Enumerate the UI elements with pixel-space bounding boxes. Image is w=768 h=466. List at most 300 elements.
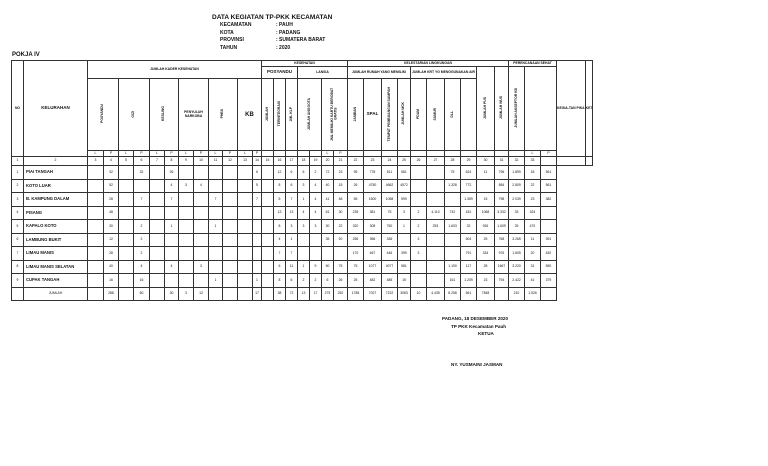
- col-dll: DLL: [445, 79, 461, 151]
- table-cell: 3: [411, 247, 427, 261]
- row-kelurahan: JUMLAH: [24, 287, 88, 301]
- table-cell: [262, 260, 274, 274]
- table-cell: 798: [495, 193, 509, 207]
- table-cell: 6: [322, 274, 334, 288]
- table-cell: [427, 179, 445, 193]
- table-cell: 61: [322, 206, 334, 220]
- table-cell: 742: [445, 206, 461, 220]
- table-cell: 8: [274, 220, 286, 234]
- row-kelurahan: LIMAU MANIS: [24, 247, 88, 261]
- table-cell: 117: [461, 260, 477, 274]
- col-jml-akseptor: JUMLAH AKSEPTOR KB: [509, 67, 525, 151]
- col-jml-wus: JUMLAH WUS: [495, 67, 509, 151]
- gender-cell: P: [165, 151, 179, 157]
- table-cell: 772: [461, 179, 477, 193]
- table-cell: 561: [541, 166, 557, 180]
- table-cell: 4: [298, 206, 310, 220]
- table-cell: 379: [541, 274, 557, 288]
- table-cell: 26: [348, 179, 364, 193]
- table-cell: 40: [322, 179, 334, 193]
- index-cell: 26: [411, 157, 427, 166]
- table-cell: 324: [525, 206, 541, 220]
- table-cell: [262, 193, 274, 207]
- table-cell: [238, 193, 253, 207]
- table-cell: 584: [495, 179, 509, 193]
- index-cell: 5: [119, 157, 134, 166]
- index-cell: 15: [262, 157, 274, 166]
- gender-cell: L: [150, 151, 165, 157]
- table-cell: [119, 193, 134, 207]
- table-cell: 3.332: [495, 206, 509, 220]
- table-cell: 2: [310, 274, 322, 288]
- table-cell: 382: [541, 193, 557, 207]
- table-cell: [262, 247, 274, 261]
- table-cell: [427, 166, 445, 180]
- table-cell: 17: [253, 287, 262, 301]
- table-cell: 336: [382, 233, 398, 247]
- table-row: [12, 260, 593, 274]
- gender-cell: P: [223, 151, 238, 157]
- index-cell: 27: [427, 157, 445, 166]
- gender-cell: P: [541, 151, 557, 157]
- table-cell: 28: [477, 260, 495, 274]
- col-no: NO: [12, 61, 24, 157]
- table-cell: [194, 193, 209, 207]
- table-cell: 28: [104, 247, 119, 261]
- table-cell: 976: [495, 247, 509, 261]
- table-cell: [411, 179, 427, 193]
- row-no: 3: [12, 193, 24, 207]
- table-cell: [119, 220, 134, 234]
- row-kelurahan: KOTO LUAR: [24, 179, 88, 193]
- table-cell: 1: [398, 220, 411, 234]
- index-cell: 33: [525, 157, 541, 166]
- table-cell: 2.422: [509, 274, 525, 288]
- table-cell: 4662: [382, 179, 398, 193]
- table-cell: [88, 260, 104, 274]
- table-cell: [179, 193, 194, 207]
- table-cell: 381: [364, 206, 382, 220]
- table-cell: 1667: [495, 260, 509, 274]
- row-no: [12, 287, 24, 301]
- table-cell: [253, 247, 262, 261]
- table-cell: 1077: [364, 260, 382, 274]
- table-cell: 4.435: [427, 287, 445, 301]
- table-cell: [88, 220, 104, 234]
- table-cell: 6: [253, 166, 262, 180]
- table-cell: [88, 274, 104, 288]
- table-cell: 28: [104, 193, 119, 207]
- table-cell: 452: [541, 247, 557, 261]
- table-cell: 210: [509, 287, 525, 301]
- header-meta: [220, 22, 325, 52]
- meta-value: : 2020: [276, 44, 291, 51]
- index-cell: 14: [253, 157, 262, 166]
- table-cell: 1068: [477, 206, 495, 220]
- table-cell: [541, 287, 557, 301]
- table-cell: [445, 193, 461, 207]
- table-cell: [223, 179, 238, 193]
- row-kelurahan: LIMAU MANIS SELATAN: [24, 260, 88, 274]
- table-cell: [179, 166, 194, 180]
- table-cell: 8.258: [445, 287, 461, 301]
- index-cell: 20: [322, 157, 334, 166]
- gender-cell: L: [119, 151, 134, 157]
- gender-cell: P: [194, 151, 209, 157]
- table-cell: [119, 233, 134, 247]
- gender-cell: L: [179, 151, 194, 157]
- table-cell: 1: [165, 220, 179, 234]
- table-cell: [119, 206, 134, 220]
- table-cell: [238, 206, 253, 220]
- table-cell: [541, 220, 557, 234]
- table-cell: 55: [348, 193, 364, 207]
- table-cell: 8: [274, 274, 286, 288]
- index-cell: 10: [194, 157, 209, 166]
- table-cell: [165, 274, 179, 288]
- table-cell: [262, 220, 274, 234]
- col-kegiatan-pika: KEGIA-TAN PIKA: [557, 61, 586, 157]
- table-cell: 2: [134, 233, 150, 247]
- table-cell: [119, 247, 134, 261]
- table-cell: [119, 166, 134, 180]
- table-cell: 6: [286, 274, 298, 288]
- table-cell: 75: [382, 206, 398, 220]
- table-cell: [209, 287, 223, 301]
- index-cell: 13: [238, 157, 253, 166]
- table-cell: [223, 233, 238, 247]
- table-cell: 41: [322, 193, 334, 207]
- table-cell: [88, 287, 104, 301]
- table-cell: 10: [411, 287, 427, 301]
- table-cell: [262, 166, 274, 180]
- table-cell: [194, 233, 209, 247]
- index-cell: 29: [461, 157, 477, 166]
- table-cell: 356: [364, 233, 382, 247]
- meta-value: : PAUH: [276, 22, 293, 28]
- table-cell: 48: [334, 193, 348, 207]
- index-cell: 31: [495, 157, 509, 166]
- signature-org: TP PKK Kecamatan Pauh: [451, 324, 507, 329]
- table-cell: 926: [477, 220, 495, 234]
- table-cell: 1500: [364, 193, 382, 207]
- index-cell: 22: [348, 157, 364, 166]
- table-cell: 1.209: [461, 274, 477, 288]
- table-cell: 12: [194, 287, 209, 301]
- table-cell: 3: [298, 179, 310, 193]
- table-cell: [88, 233, 104, 247]
- table-cell: 20: [525, 247, 541, 261]
- table-cell: 6: [286, 179, 298, 193]
- col-tps: TEMPAT PEMBUANGAN SAMPAH: [382, 79, 398, 151]
- table-cell: 482: [364, 274, 382, 288]
- table-cell: 25: [509, 220, 525, 234]
- table-cell: 768: [495, 233, 509, 247]
- table-cell: 334: [477, 247, 495, 261]
- table-cell: 11: [525, 233, 541, 247]
- table-cell: [134, 179, 150, 193]
- table-cell: 7027: [364, 287, 382, 301]
- row-no: 7: [12, 247, 24, 261]
- table-row: [12, 179, 593, 193]
- col-kb: KB: [238, 79, 262, 151]
- table-cell: 95: [348, 166, 364, 180]
- table-cell: 161: [445, 274, 461, 288]
- row-kelurahan: PISANG: [24, 206, 88, 220]
- index-cell: 7: [150, 157, 165, 166]
- gender-cell: L: [88, 151, 104, 157]
- table-cell: [253, 206, 262, 220]
- table-cell: 3: [179, 287, 194, 301]
- table-cell: [398, 233, 411, 247]
- table-cell: 30: [165, 287, 179, 301]
- row-no: 6: [12, 233, 24, 247]
- table-cell: [427, 193, 445, 207]
- table-cell: 624: [461, 166, 477, 180]
- table-cell: [253, 260, 262, 274]
- table-cell: 20: [334, 233, 348, 247]
- index-cell: 17: [286, 157, 298, 166]
- signature-place-date: PADANG, 18 DESEMBER 2020: [442, 316, 509, 321]
- col-gizi: GIZI: [119, 79, 150, 151]
- row-no: 1: [12, 166, 24, 180]
- table-cell: [150, 233, 165, 247]
- table-cell: 4: [310, 206, 322, 220]
- table-cell: [119, 179, 134, 193]
- index-cell: 12: [223, 157, 238, 166]
- table-cell: [411, 274, 427, 288]
- index-cell: 23: [364, 157, 382, 166]
- table-cell: 50: [322, 260, 334, 274]
- table-cell: 2: [411, 206, 427, 220]
- table-cell: [298, 247, 310, 261]
- table-cell: [194, 166, 209, 180]
- table-cell: [209, 247, 223, 261]
- table-cell: 9: [310, 260, 322, 274]
- index-cell: 24: [382, 157, 398, 166]
- table-cell: 3: [286, 220, 298, 234]
- index-cell: [557, 157, 586, 166]
- table-cell: 599: [398, 193, 411, 207]
- table-cell: 275: [322, 287, 334, 301]
- table-cell: 60: [134, 287, 150, 301]
- table-cell: 15: [477, 193, 495, 207]
- gender-cell: L: [525, 151, 541, 157]
- meta-key: KOTA: [220, 29, 234, 36]
- table-cell: 32: [461, 220, 477, 234]
- table-cell: 1.603: [445, 220, 461, 234]
- table-row: [12, 247, 593, 261]
- table-cell: 3.220: [509, 260, 525, 274]
- table-cell: 1.359: [461, 193, 477, 207]
- table-cell: 470: [525, 220, 541, 234]
- table-cell: [238, 274, 253, 288]
- table-cell: [88, 179, 104, 193]
- row-no: 8: [12, 260, 24, 274]
- index-cell: 16: [274, 157, 286, 166]
- index-cell: 18: [298, 157, 310, 166]
- table-cell: 13: [298, 287, 310, 301]
- table-cell: 3: [398, 206, 411, 220]
- table-cell: [238, 179, 253, 193]
- gender-cell: P: [334, 151, 348, 157]
- total-row: [12, 287, 593, 301]
- table-cell: 75: [445, 166, 461, 180]
- table-cell: 467: [364, 247, 382, 261]
- index-cell: 1: [12, 157, 24, 166]
- table-cell: 170: [348, 247, 364, 261]
- meta-value: : PADANG: [276, 29, 301, 36]
- row-kelurahan: LAMBUNG BUKIT: [24, 233, 88, 247]
- index-cell: 8: [165, 157, 179, 166]
- table-cell: [495, 287, 509, 301]
- row-kelurahan: KAPALO KOTO: [24, 220, 88, 234]
- table-cell: 4: [194, 179, 209, 193]
- table-cell: [150, 166, 165, 180]
- table-cell: [209, 179, 223, 193]
- table-cell: [179, 260, 194, 274]
- table-cell: 16: [104, 274, 119, 288]
- table-cell: [262, 179, 274, 193]
- table-cell: 253: [427, 220, 445, 234]
- table-cell: [427, 247, 445, 261]
- table-cell: 31: [525, 260, 541, 274]
- table-cell: [179, 206, 194, 220]
- table-cell: [445, 233, 461, 247]
- table-cell: [209, 260, 223, 274]
- index-cell: 2: [24, 157, 88, 166]
- table-cell: 26: [334, 274, 348, 288]
- table-cell: 399: [398, 247, 411, 261]
- table-cell: [223, 220, 238, 234]
- table-cell: 7: [134, 193, 150, 207]
- table-cell: 7: [209, 193, 223, 207]
- table-cell: 41: [525, 274, 541, 288]
- table-cell: 2: [310, 166, 322, 180]
- table-cell: 561: [461, 287, 477, 301]
- index-cell: 32: [509, 157, 525, 166]
- table-cell: 32: [134, 166, 150, 180]
- table-cell: 1.605: [509, 247, 525, 261]
- table-cell: 3: [411, 233, 427, 247]
- table-cell: [134, 206, 150, 220]
- table-row: [12, 206, 593, 220]
- table-row: [12, 274, 593, 288]
- table-cell: 778: [364, 166, 382, 180]
- table-cell: 15: [398, 274, 411, 288]
- table-cell: 30: [322, 220, 334, 234]
- table-cell: 13: [286, 206, 298, 220]
- table-cell: [262, 274, 274, 288]
- table-cell: 75: [334, 260, 348, 274]
- table-cell: [262, 233, 274, 247]
- table-cell: 550: [541, 260, 557, 274]
- table-cell: 3: [298, 220, 310, 234]
- col-kesling: KESLING: [150, 79, 179, 151]
- table-cell: 18: [525, 166, 541, 180]
- table-cell: 4: [310, 193, 322, 207]
- table-cell: [238, 220, 253, 234]
- table-cell: 4: [274, 233, 286, 247]
- table-cell: [194, 274, 209, 288]
- meta-value: : SUMATERA BARAT: [276, 37, 326, 44]
- table-cell: 30: [334, 206, 348, 220]
- table-cell: 2.039: [509, 193, 525, 207]
- table-cell: 2: [134, 247, 150, 261]
- row-kelurahan: PIAI TANGAH: [24, 166, 88, 180]
- index-cell: [541, 157, 557, 166]
- table-cell: 72: [322, 166, 334, 180]
- table-cell: [223, 166, 238, 180]
- table-cell: [150, 260, 165, 274]
- table-cell: 4750: [364, 179, 382, 193]
- table-cell: 2.809: [509, 179, 525, 193]
- index-cell: [585, 157, 593, 166]
- table-cell: [310, 247, 322, 261]
- table-cell: 446: [382, 247, 398, 261]
- table-cell: [179, 274, 194, 288]
- table-cell: 4572: [398, 179, 411, 193]
- table-cell: [194, 220, 209, 234]
- table-cell: [238, 287, 253, 301]
- col-jumlah: JUMLAH: [262, 79, 274, 151]
- table-cell: 17: [310, 287, 322, 301]
- table-cell: 4: [165, 179, 179, 193]
- table-cell: 794: [495, 274, 509, 288]
- table-cell: [298, 233, 310, 247]
- table-cell: 288: [104, 287, 119, 301]
- gender-cell: P: [253, 151, 262, 157]
- col-terintegrasi: TERINTEGRASI: [274, 79, 286, 151]
- table-cell: 3: [194, 260, 209, 274]
- table-cell: [411, 166, 427, 180]
- table-cell: 12: [274, 166, 286, 180]
- index-cell: 4: [104, 157, 119, 166]
- table-cell: 11: [286, 260, 298, 274]
- table-cell: 7222: [382, 287, 398, 301]
- pokja-label: POKJA IV: [12, 52, 40, 58]
- table-cell: [223, 247, 238, 261]
- index-cell: 9: [179, 157, 194, 166]
- table-cell: [88, 193, 104, 207]
- table-cell: 391: [541, 233, 557, 247]
- table-cell: [411, 193, 427, 207]
- table-cell: [310, 233, 322, 247]
- row-kelurahan: CUPAK TANGAH: [24, 274, 88, 288]
- gender-cell: L: [238, 151, 253, 157]
- table-cell: 2: [134, 220, 150, 234]
- table-cell: [334, 247, 348, 261]
- table-cell: [223, 206, 238, 220]
- meta-key: TAHUN: [220, 44, 238, 51]
- table-cell: [88, 166, 104, 180]
- table-cell: [119, 287, 134, 301]
- table-cell: 796: [495, 166, 509, 180]
- table-cell: [119, 274, 134, 288]
- table-cell: [427, 260, 445, 274]
- meta-key: PROVINSI: [220, 37, 244, 44]
- col-kelurahan: KELURAHAN: [24, 61, 88, 157]
- table-cell: 1785: [348, 287, 364, 301]
- index-cell: 28: [445, 157, 461, 166]
- index-cell: 3: [88, 157, 104, 166]
- table-cell: 1: [209, 220, 223, 234]
- table-cell: 581: [398, 260, 411, 274]
- row-kelurahan: B. KAMPUNG DALAM: [24, 193, 88, 207]
- table-cell: 16: [134, 274, 150, 288]
- table-cell: 11: [477, 166, 495, 180]
- group-perencanaan: PERENCANAAN SEHAT: [509, 61, 557, 67]
